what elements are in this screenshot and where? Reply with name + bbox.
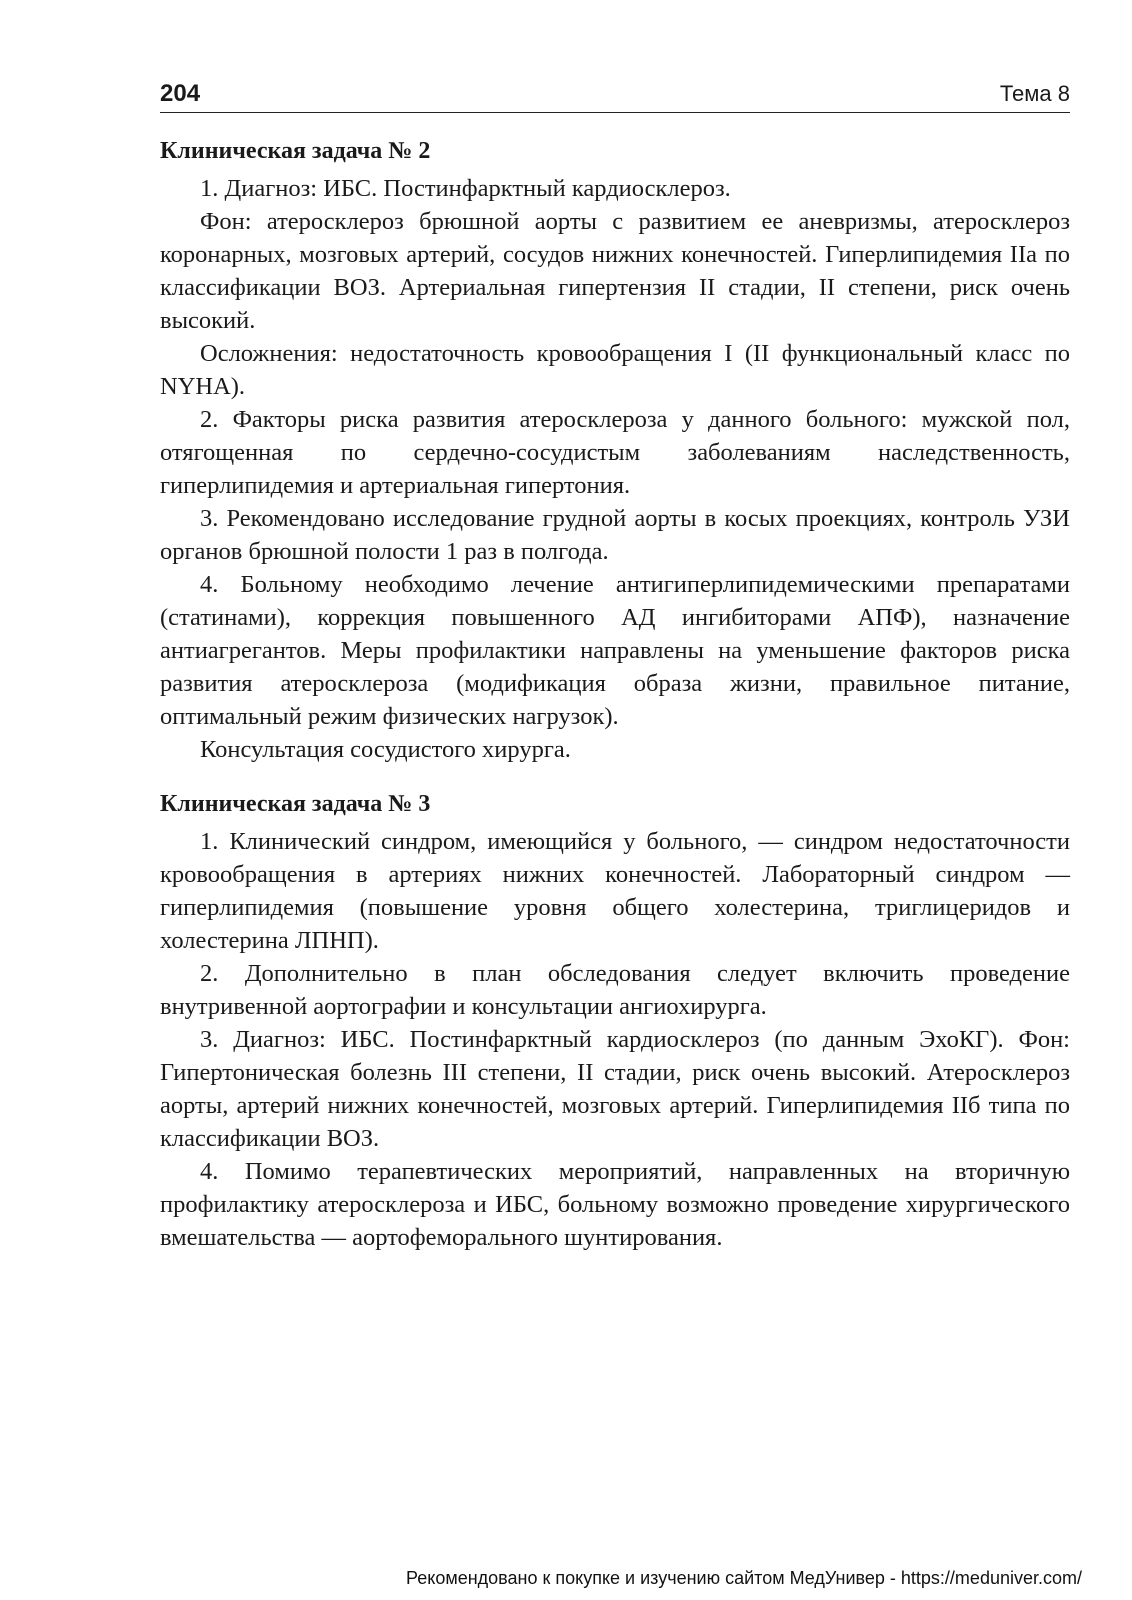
footer-note: Рекомендовано к покупке и изучению сайтом МедУнивер - https://meduniver.com/ xyxy=(406,1568,1082,1588)
paragraph: 3. Диагноз: ИБС. Постинфарктный кардиосклероз (по данным ЭхоКГ). Фон: Гипертоническая болезнь III степени, II стадии, риск очень высокий. Атеросклероз аорты, артерий нижних конечностей, мозговых артерий. Гиперлипидемия IIб типа по классификации ВОЗ. xyxy=(160,1026,1070,1152)
running-header xyxy=(160,78,1070,113)
paragraph: 4. Больному необходимо лечение антигиперлипидемическими препаратами (статинами), коррекция повышенного АД ингибиторами АПФ), назначение антиагрегантов. Меры профилактики направлены на уменьшение факторов риска развития атеросклероза (модификация образа жизни, правильное питание, оптимальный режим физических нагрузок). xyxy=(160,571,1070,730)
paragraph: 1. Диагноз: ИБС. Постинфарктный кардиосклероз. xyxy=(200,175,731,202)
paragraph: Фон: атеросклероз брюшной аорты с развитием ее аневризмы, атеросклероз коронарных, мозговых артерий, сосудов нижних конечностей. Гиперлипидемия IIa по классификации ВОЗ. Артериальная гипертензия II стадии, II степени, риск очень высокий. xyxy=(160,208,1070,334)
paragraph: 2. Дополнительно в план обследования следует включить проведение внутривенной аортографии и консультации ангиохирурга. xyxy=(160,960,1070,1020)
chapter-label: Тема 8 xyxy=(999,81,1070,106)
section-title: Клиническая задача № 3 xyxy=(160,791,431,817)
page-number: 204 xyxy=(160,80,201,107)
section-title: Клиническая задача № 2 xyxy=(160,138,431,164)
paragraph: 2. Факторы риска развития атеросклероза у данного больного: мужской пол, отягощенная по сердечно-сосудистым заболеваниям наследственность, гиперлипидемия и артериальная гипертония. xyxy=(160,406,1070,499)
page-content xyxy=(160,135,1070,1254)
paragraph: 1. Клинический синдром, имеющийся у больного, — синдром недостаточности кровообращения в артериях нижних конечностей. Лабораторный синдром — гиперлипидемия (повышение уровня общего холестерина, триглицеридов и холестерина ЛПНП). xyxy=(160,828,1070,954)
clinical-task-3 xyxy=(160,788,1070,1254)
paragraph: 3. Рекомендовано исследование грудной аорты в косых проекциях, контроль УЗИ органов брюшной полости 1 раз в полгода. xyxy=(160,505,1070,565)
paragraph: Консультация сосудистого хирурга. xyxy=(200,736,571,763)
paragraph: Осложнения: недостаточность кровообращения I (II функциональный класс по NYHA). xyxy=(160,340,1070,400)
paragraph: 4. Помимо терапевтических мероприятий, направленных на вторичную профилактику атеросклероза и ИБС, больному возможно проведение хирургического вмешательства — аортофеморального шунтирования. xyxy=(160,1158,1070,1251)
clinical-task-2 xyxy=(160,135,1070,766)
